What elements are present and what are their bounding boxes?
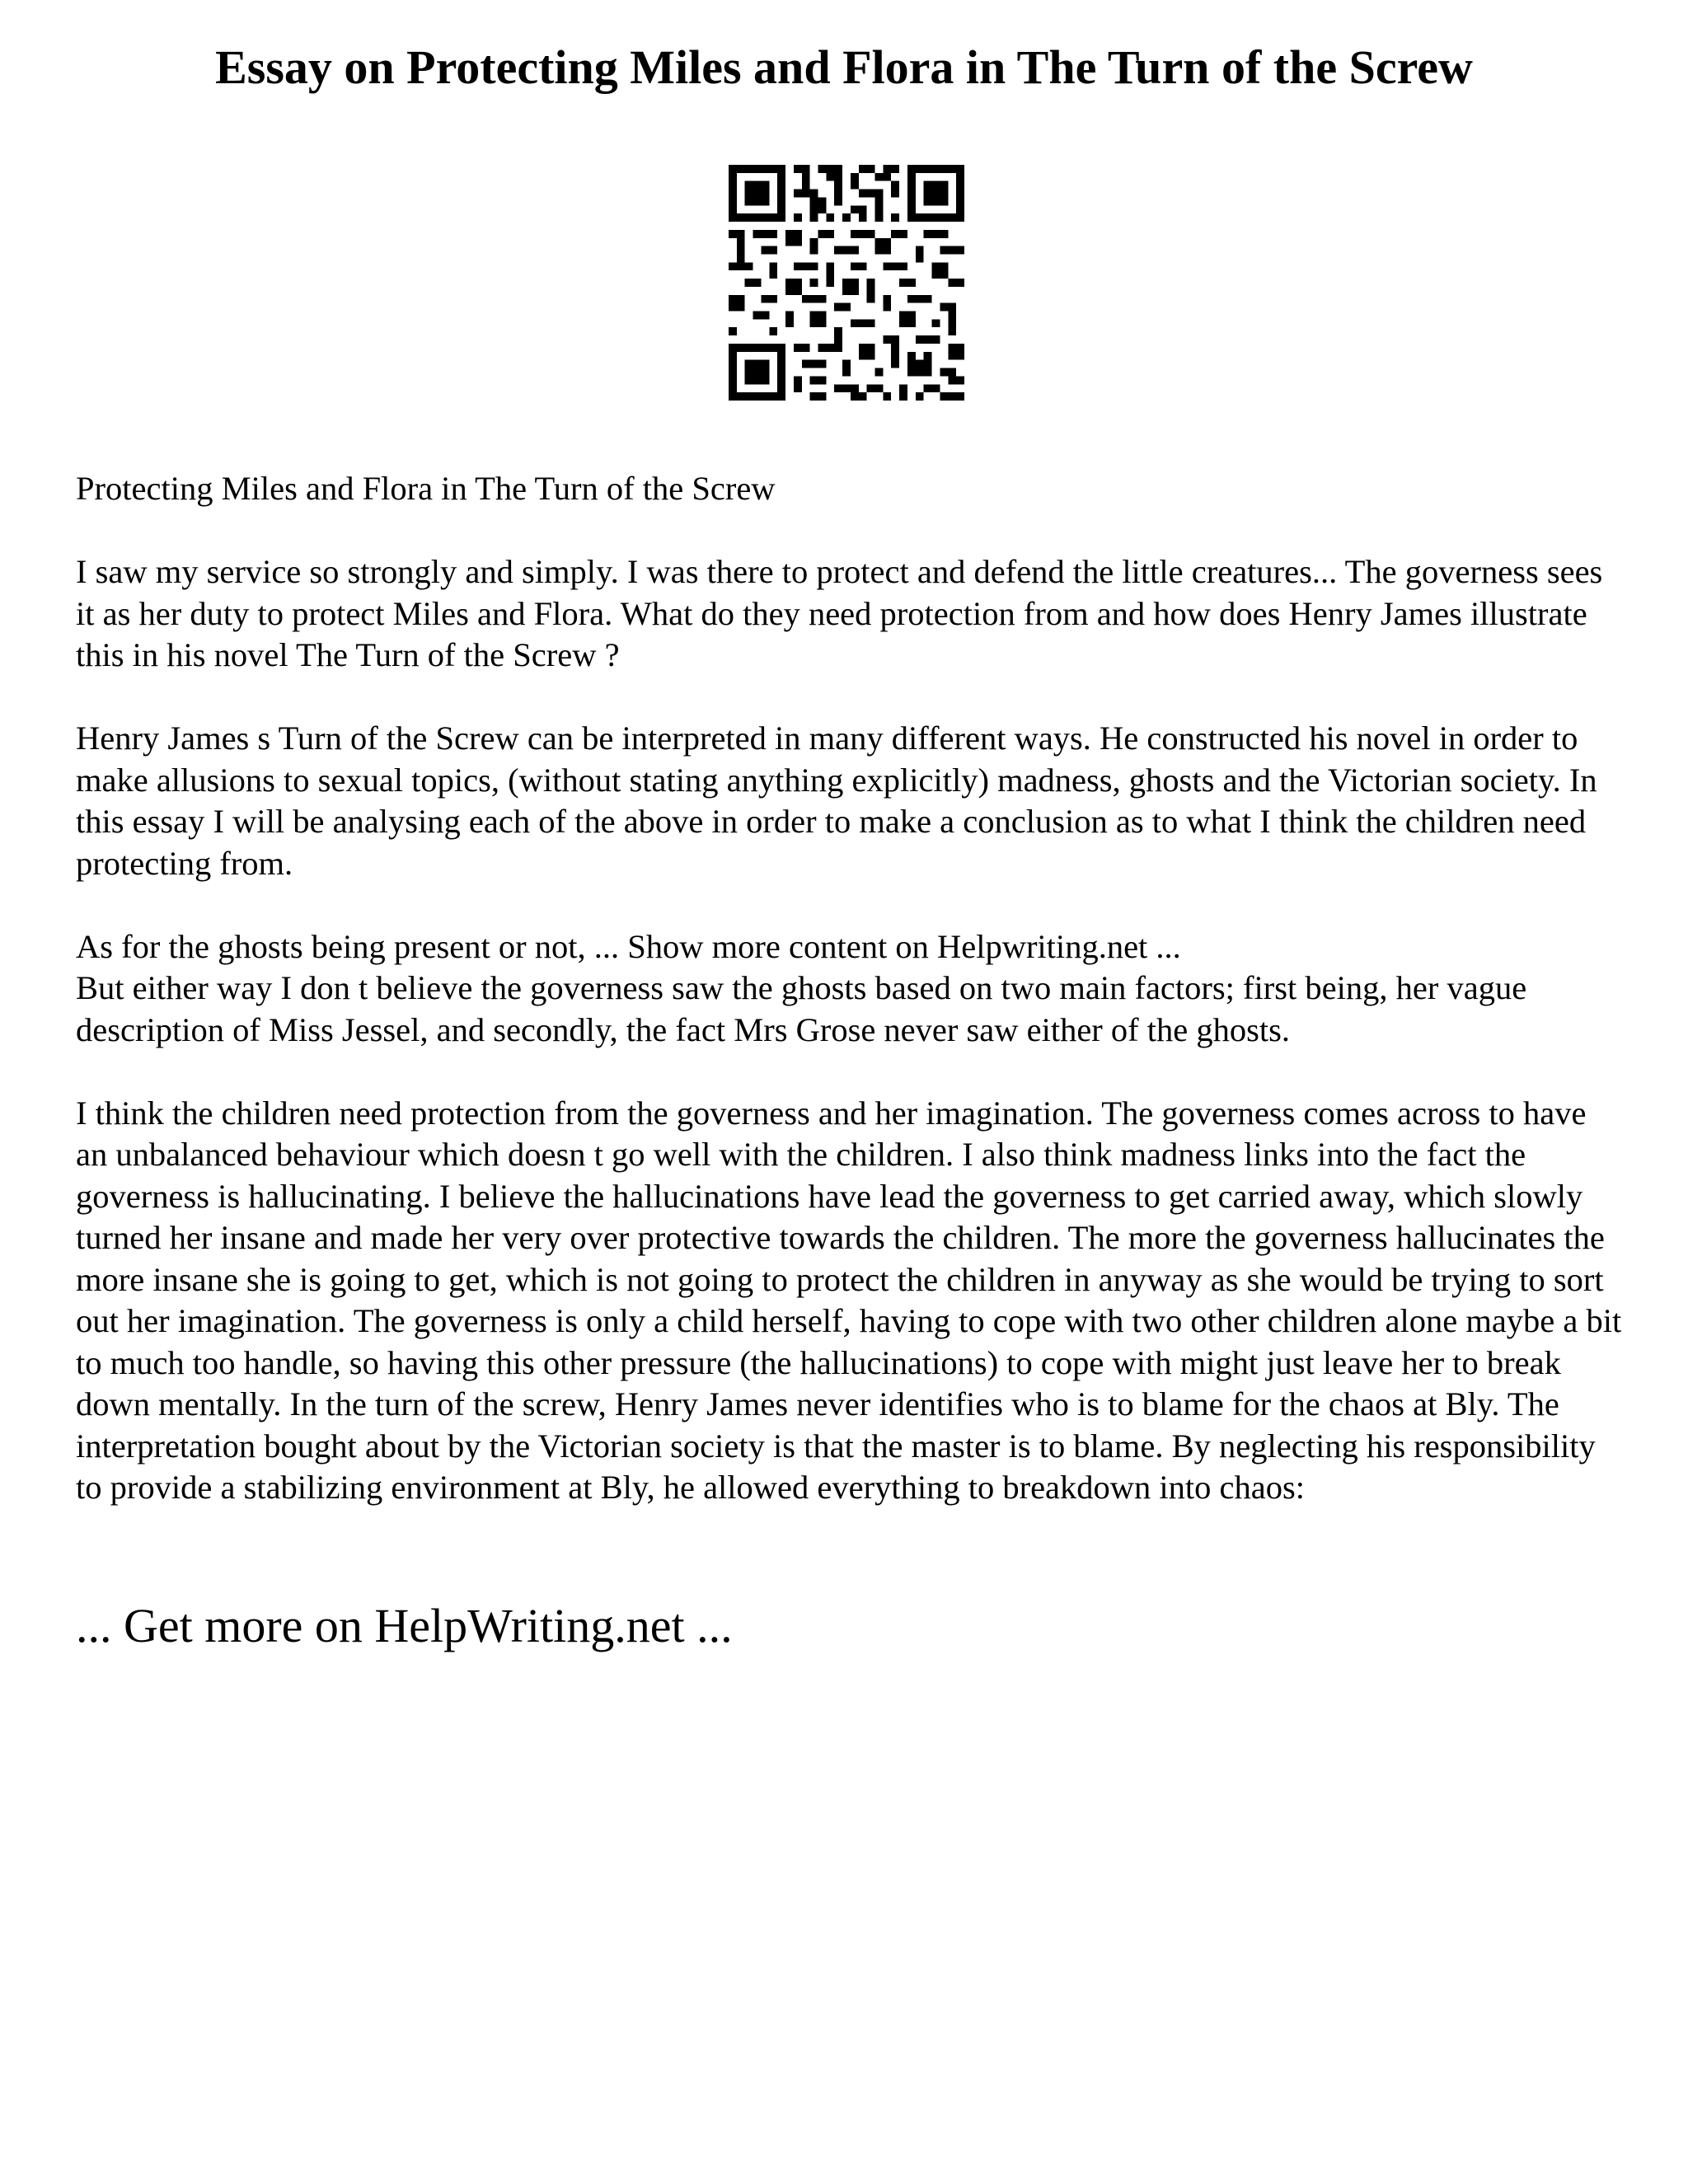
qr-code-graphic bbox=[729, 165, 964, 401]
get-more-link[interactable]: ... Get more on HelpWriting.net ... bbox=[76, 1599, 733, 1652]
page-title: Essay on Protecting Miles and Flora in The Turn of the Screw bbox=[215, 40, 1473, 94]
essay-paragraph: But either way I don t believe the governess saw the ghosts based on two main factors; first being, her vague description of Miss Jessel, and secondly, the fact Mrs Grose never saw either of the ghosts. bbox=[76, 969, 1527, 1048]
essay-paragraph: I saw my service so strongly and simply. I was there to protect and defend the little creatures... The governess sees it as her duty to protect Miles and Flora. What do they need protection from and how does Henry James illustrate this in his novel The Turn of the Screw ? bbox=[76, 553, 1603, 673]
essay-paragraph: I think the children need protection from the governess and her imagination. The governess comes across to have an unbalanced behaviour which doesn t go well with the children. I also think madness links into the fact the governess is hallucinating. I believe the hallucinations have lead the governess to get carried away, which slowly turned her insane and made her very over protective towards the children. The more the governess hallucinates the more insane she is going to get, which is not going to protect the children in anyway as she would be trying to sort out her imagination. The governess is only a child herself, having to cope with two other children alone maybe a bit to much too handle, so having this other pressure (the hallucinations) to cope with might just leave her to break down mentally. In the turn of the screw, Henry James never identifies who is to blame for the chaos at Bly. The interpretation bought about by the Victorian society is that the master is to blame. By neglecting his responsibility to provide a stabilizing environment at Bly, he allowed everything to breakdown into chaos: bbox=[76, 1094, 1622, 1506]
essay-subtitle: Protecting Miles and Flora in The Turn of the Screw bbox=[76, 470, 776, 507]
essay-body bbox=[76, 468, 1625, 1550]
essay-paragraph-show-more: As for the ghosts being present or not, ... Show more content on Helpwriting.net ... bbox=[76, 927, 1181, 965]
essay-paragraph: Henry James s Turn of the Screw can be interpreted in many different ways. He constructed his novel in order to make allusions to sexual topics, (without stating anything explicitly) madness, ghosts and the Victorian society. In this essay I will be analysing each of the above in order to make a conclusion as to what I think the children need protecting from. bbox=[76, 719, 1597, 882]
qr-code-icon bbox=[729, 165, 964, 401]
